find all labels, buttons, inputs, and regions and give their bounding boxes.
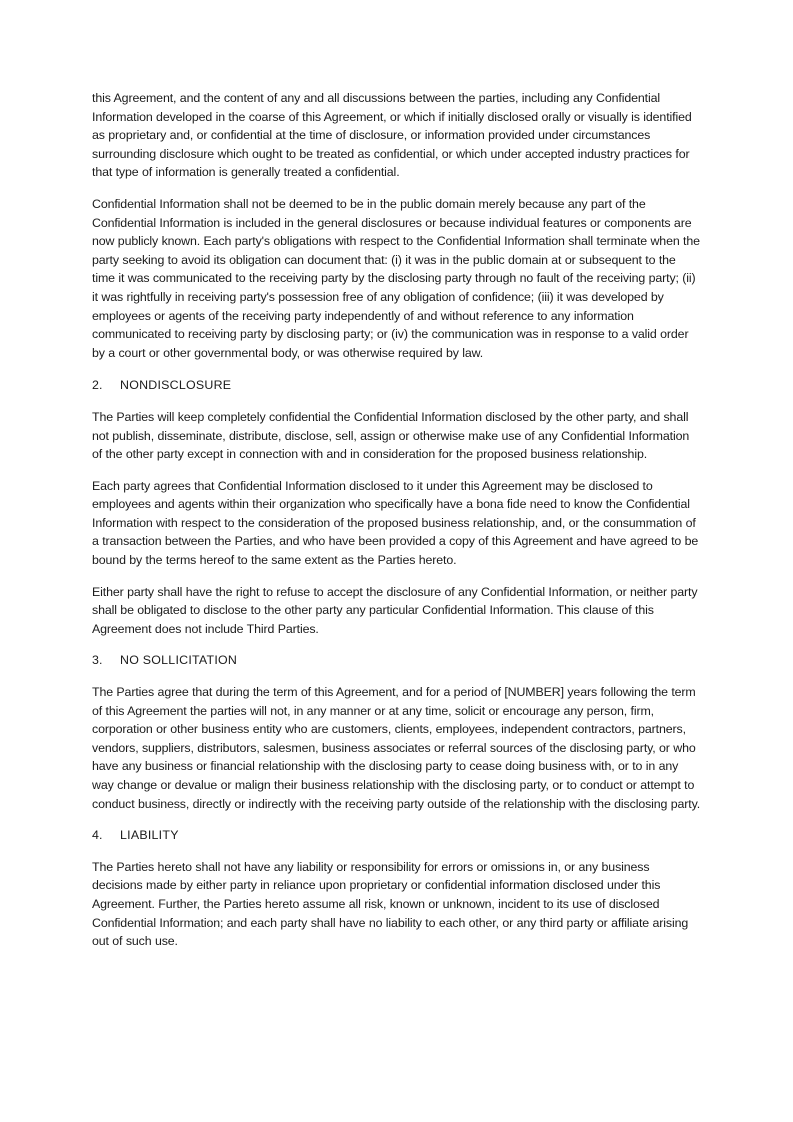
section-number: 2. bbox=[92, 378, 103, 393]
section-heading-no-sollicitation bbox=[92, 651, 701, 670]
section-title: NONDISCLOSURE bbox=[120, 378, 232, 393]
section-heading-nondisclosure bbox=[92, 376, 701, 395]
section-title: LIABILITY bbox=[120, 828, 179, 843]
paragraph-permitted-internal-disclosure: Each party agrees that Confidential Information disclosed to it under this Agreement may be disclosed to employees and agents within their organization who specifically have a bona fide need to know the Confidential Information with respect to the consideration of the proposed business relationship, and, or the consummation of a transaction between the Parties, and who have been provided a copy of this Agreement and have agreed to be bound by the terms hereof to the same extent as the Parties hereto. bbox=[92, 478, 699, 568]
document-body bbox=[92, 89, 701, 951]
section-title: NO SOLLICITATION bbox=[120, 653, 238, 668]
paragraph-confidential-information-definition: this Agreement, and the content of any and all discussions between the parties, including any Confidential Information developed in the coarse of this Agreement, or which if initially disclosed orally or visually is identified as proprietary and, or confidential at the time of disclosure, or information provided under circumstances surrounding disclosure which ought to be treated as confidential, or which under accepted industry practices for that type of information is generally treated a confidential. bbox=[92, 91, 692, 180]
section-number: 4. bbox=[92, 828, 103, 843]
paragraph-nondisclosure-obligations: The Parties will keep completely confidential the Confidential Information disclosed by the other party, and shall not publish, disseminate, distribute, disclose, sell, assign or otherwise make use of any Confidential Information of the other party except in connection with and in consideration for the proposed business relationship. bbox=[92, 409, 690, 462]
section-heading-liability bbox=[92, 826, 701, 845]
paragraph-liability-limitation: The Parties hereto shall not have any liability or responsibility for errors or omissions in, or any business decisions made by either party in reliance upon proprietary or confidential information disclosed under this Agreement. Further, the Parties hereto assume all risk, known or unknown, incident to its use of disclosed Confidential Information; and each party shall have no liability to each other, or any third party or affiliate arising out of such use. bbox=[92, 859, 689, 949]
paragraph-right-to-refuse-disclosure: Either party shall have the right to refuse to accept the disclosure of any Confidential Information, or neither party shall be obligated to disclose to the other party any particular Confidential Information. This clause of this Agreement does not include Third Parties. bbox=[92, 584, 698, 636]
section-number: 3. bbox=[92, 653, 103, 668]
paragraph-public-domain-exceptions: Confidential Information shall not be deemed to be in the public domain merely because any part of the Confidential Information is included in the general disclosures or because individual features or components are now publicly known. Each party's obligations with respect to the Confidential Information shall terminate when the party seeking to avoid its obligation can document that: (i) it was in the public domain at or subsequent to the time it was communicated to the receiving party by the disclosing party through no fault of the receiving party; (ii) it was rightfully in receiving party's possession free of any obligation of confidence; (iii) it was developed by employees or agents of the receiving party independently of and without reference to any information communicated to receiving party by disclosing party; or (iv) the communication was in response to a valid order by a court or other governmental body, or was otherwise required by law. bbox=[92, 196, 700, 360]
paragraph-non-solicitation-terms: The Parties agree that during the term of this Agreement, and for a period of [NUMBER] years following the term of this Agreement the parties will not, in any manner or at any time, solicit or encourage any person, firm, corporation or other business entity who are customers, clients, employees, independent contractors, partners, vendors, suppliers, distributors, salesmen, business associates or referral sources of the disclosing party, or who have any business or financial relationship with the disclosing party to cease doing business with, or to in any way change or devalue or malign their business relationship with the disclosing party, or to conduct or attempt to conduct business, directly or indirectly with the receiving party outside of the relationship with the disclosing party. bbox=[92, 685, 701, 811]
